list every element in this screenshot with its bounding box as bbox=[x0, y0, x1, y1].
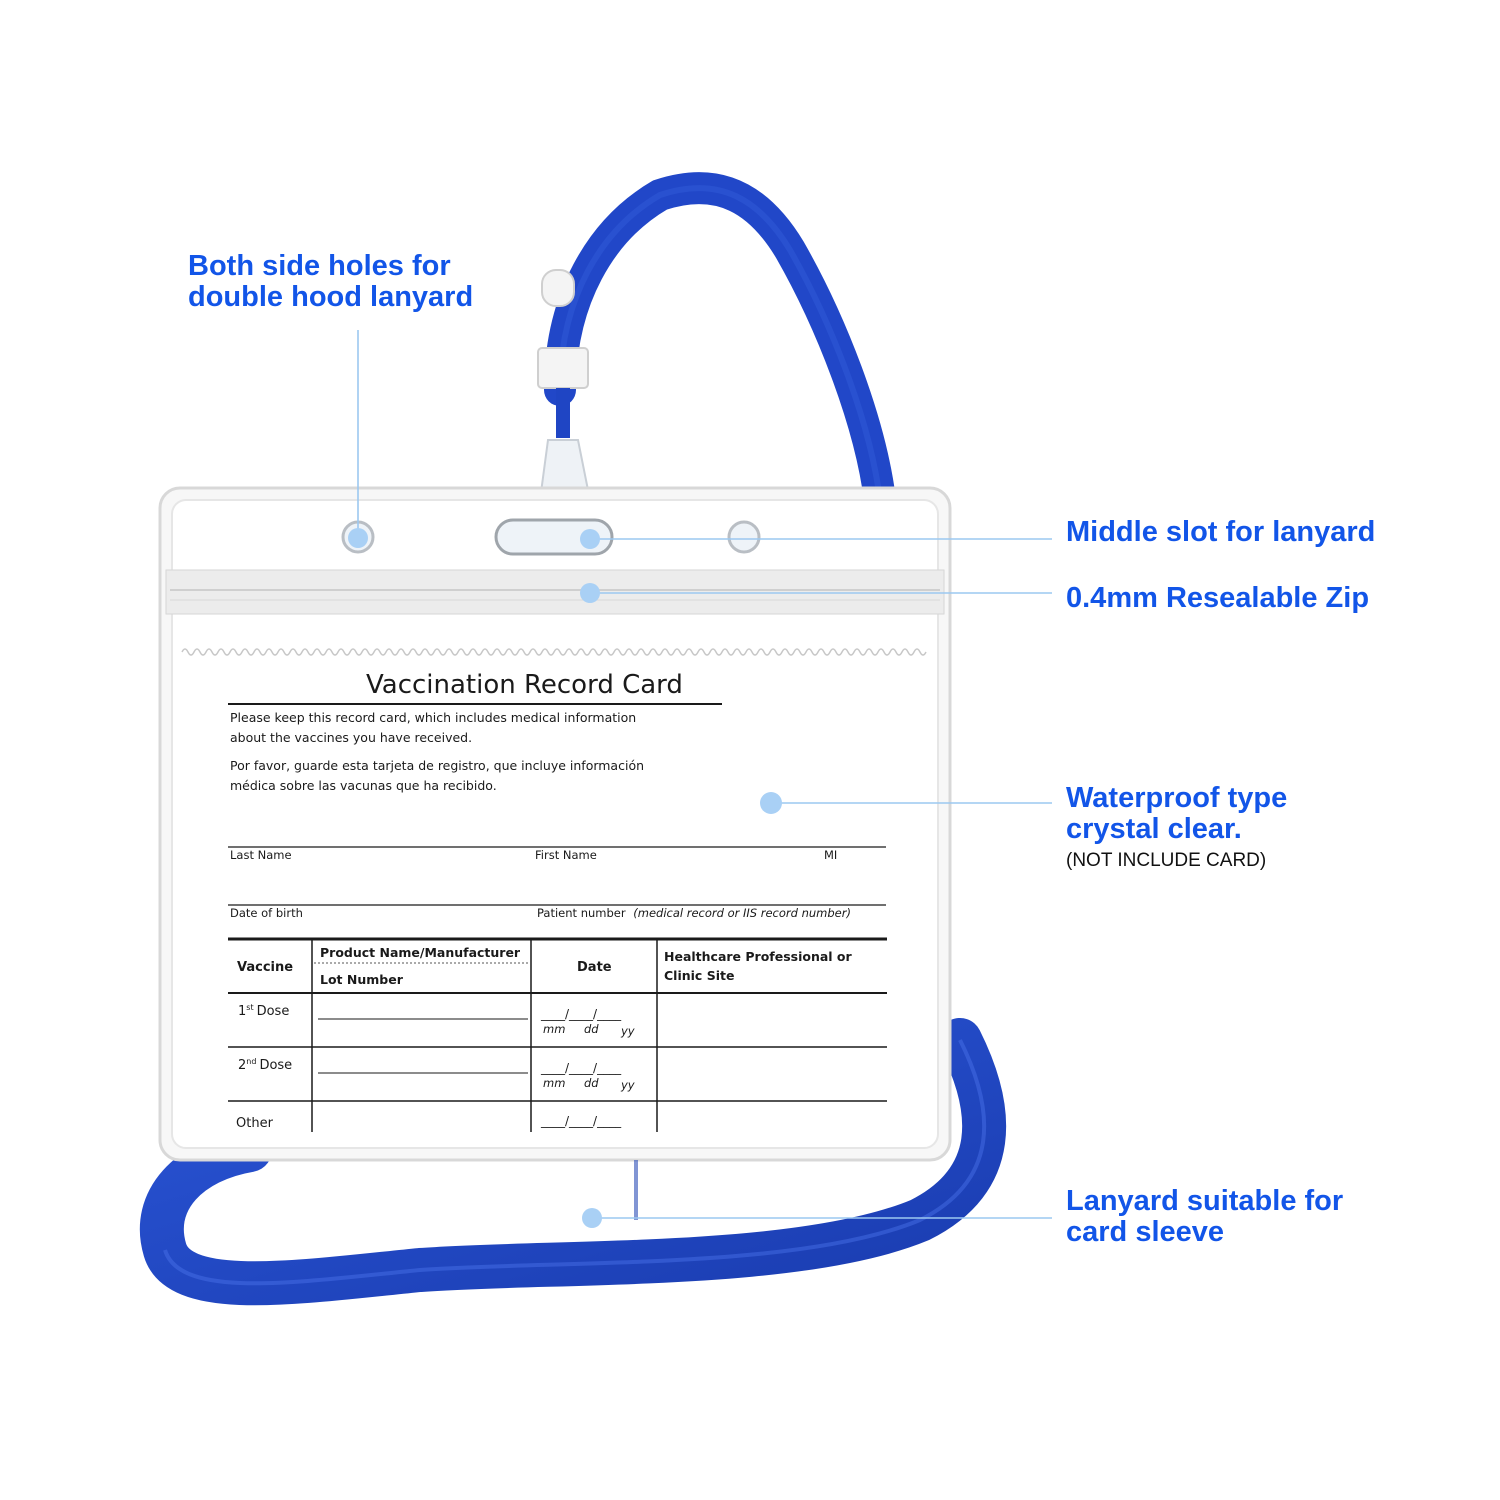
row-other: Other bbox=[236, 1116, 273, 1131]
svg-text:____/____/____: ____/____/____ bbox=[541, 1061, 622, 1075]
callout-waterproof-line1: Waterproof type bbox=[1066, 782, 1288, 814]
callout-side-holes-line2: double hood lanyard bbox=[188, 281, 474, 313]
card-patient-number: Patient number (medical record or IIS record number) bbox=[537, 906, 851, 920]
col-lot: Lot Number bbox=[320, 972, 403, 987]
card-intro-es-1: Por favor, guarde esta tarjeta de registro, que incluye información bbox=[230, 758, 645, 773]
callout-zip: 0.4mm Resealable Zip bbox=[1066, 582, 1370, 614]
callout-lanyard bbox=[1066, 1186, 1343, 1248]
col-product: Product Name/Manufacturer bbox=[320, 945, 521, 960]
svg-text:mm: mm bbox=[543, 1022, 566, 1036]
card-last-name: Last Name bbox=[230, 848, 292, 862]
vaccination-card bbox=[180, 660, 928, 1142]
row-dose-2: 2nd Dose bbox=[238, 1057, 293, 1073]
card-first-name: First Name bbox=[535, 848, 597, 862]
svg-text:yy: yy bbox=[621, 1024, 635, 1038]
callout-lanyard-line1: Lanyard suitable for bbox=[1066, 1185, 1344, 1217]
col-vaccine: Vaccine bbox=[237, 960, 294, 975]
lanyard-strap-upper bbox=[560, 188, 880, 500]
svg-text:dd: dd bbox=[584, 1022, 599, 1036]
row-dose-1: 1st Dose bbox=[238, 1003, 290, 1019]
card-intro-es-2: médica sobre las vacunas que ha recibido. bbox=[230, 778, 497, 793]
svg-text:yy: yy bbox=[621, 1078, 635, 1092]
callout-side-holes-line1: Both side holes for bbox=[188, 250, 451, 282]
card-dob: Date of birth bbox=[230, 906, 303, 920]
side-hole-right bbox=[729, 522, 759, 552]
svg-text:dd: dd bbox=[584, 1076, 599, 1090]
callout-waterproof-note: (NOT INCLUDE CARD) bbox=[1066, 850, 1267, 871]
callout-waterproof bbox=[1066, 783, 1287, 873]
date-blank-3 bbox=[540, 1114, 622, 1128]
card-mi: MI bbox=[824, 848, 838, 862]
card-intro-en-1: Please keep this record card, which includes medical information bbox=[230, 710, 637, 725]
svg-text:____/____/____: ____/____/____ bbox=[541, 1114, 622, 1128]
callout-middle-slot: Middle slot for lanyard bbox=[1066, 516, 1376, 548]
card-title: Vaccination Record Card bbox=[366, 670, 683, 700]
svg-text:____/____/____: ____/____/____ bbox=[541, 1007, 622, 1021]
callout-waterproof-line2: crystal clear. bbox=[1066, 813, 1242, 845]
callout-lanyard-line2: card sleeve bbox=[1066, 1216, 1225, 1248]
col-date: Date bbox=[577, 960, 612, 975]
col-hcp-2: Clinic Site bbox=[664, 968, 735, 983]
col-hcp-1: Healthcare Professional or bbox=[664, 949, 852, 964]
svg-text:mm: mm bbox=[543, 1076, 566, 1090]
card-intro-en-2: about the vaccines you have received. bbox=[230, 730, 473, 745]
callout-side-holes bbox=[188, 251, 473, 313]
